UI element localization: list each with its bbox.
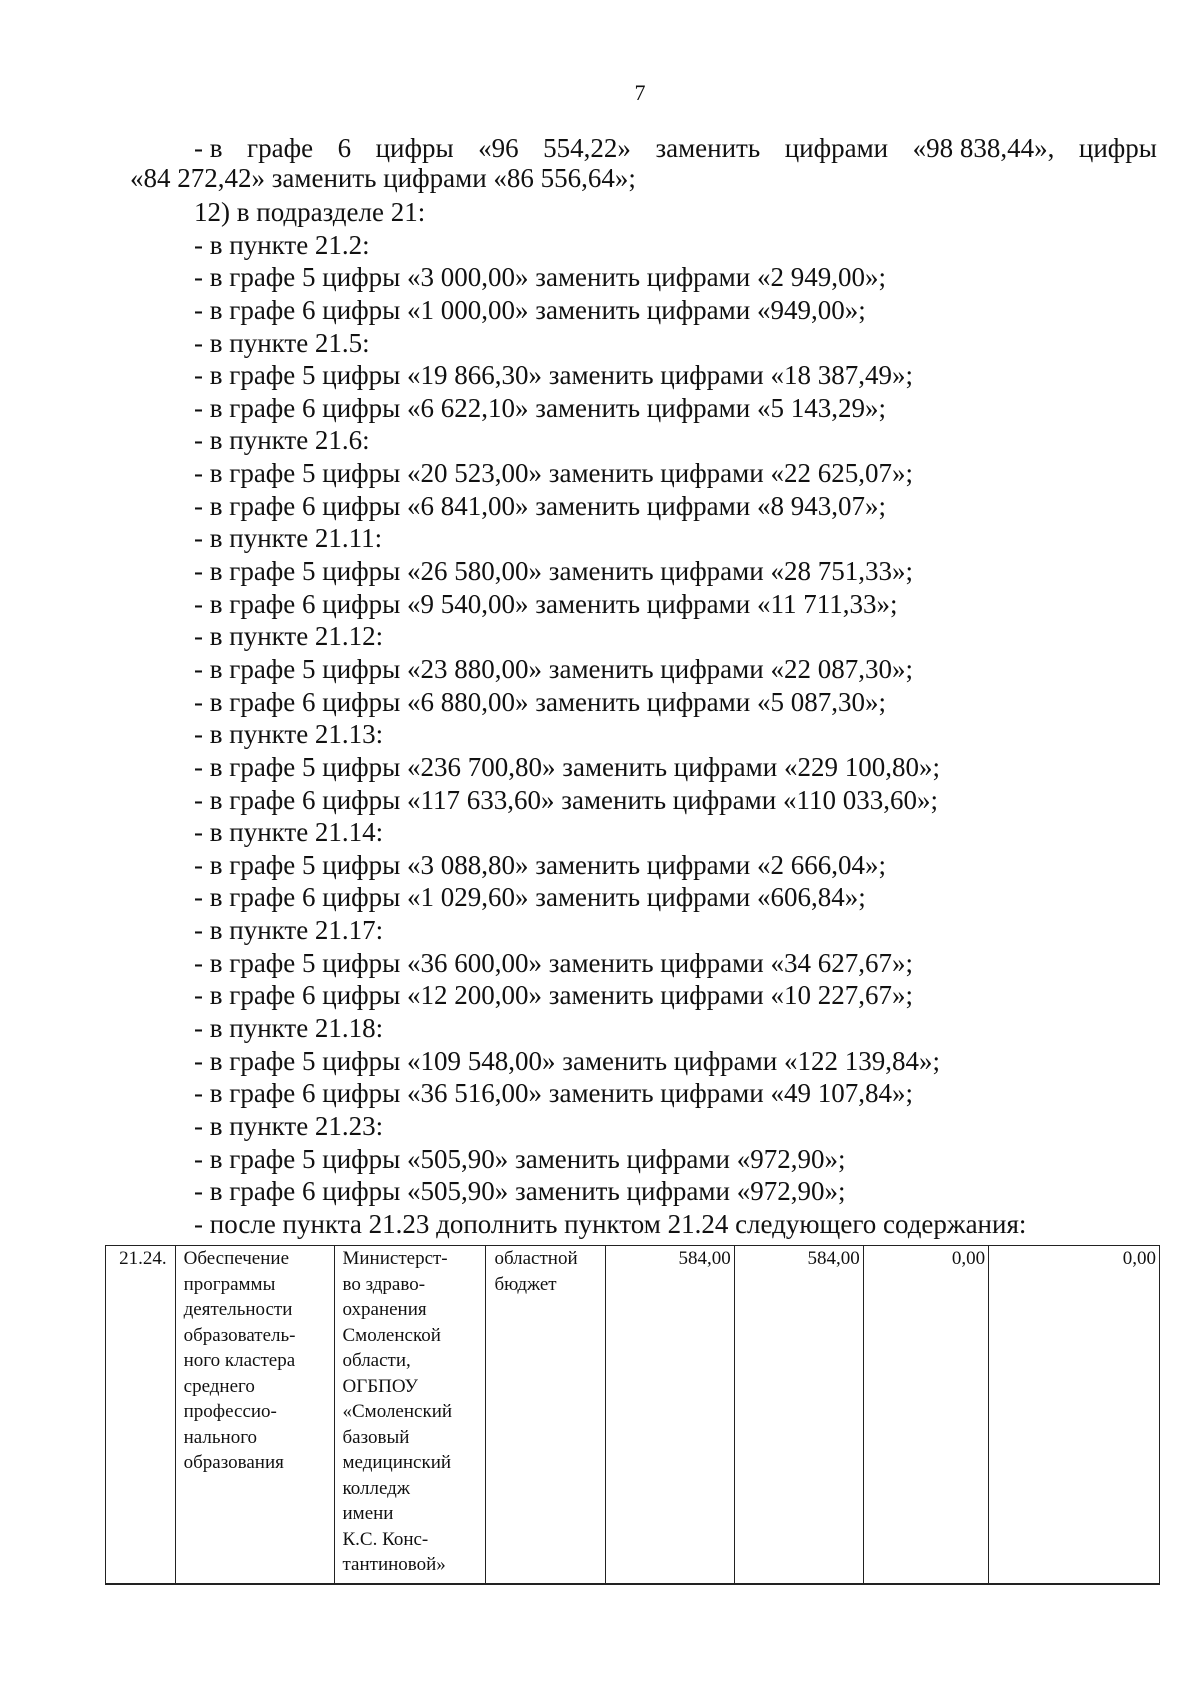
lead-line-2: «84 272,42» заменить цифрами «86 556,64»; <box>130 163 636 193</box>
lead-paragraph <box>130 133 1157 193</box>
table-row <box>106 1246 1160 1584</box>
amendment-line: - в графе 5 цифры «20 523,00» заменить цифрами «22 625,07»; <box>194 458 913 489</box>
cell-line: К.С. Конс- <box>342 1528 429 1550</box>
cell-line: ного кластера <box>183 1350 296 1371</box>
cell-line: «Смоленский <box>342 1401 453 1422</box>
cell-line: образователь- <box>183 1324 296 1346</box>
cell-line: Обеспечение <box>183 1248 290 1269</box>
lead-word: 6 <box>337 133 352 163</box>
amendment-line: - в пункте 21.17: <box>194 915 384 946</box>
lead-word: заменить <box>655 133 761 163</box>
amendment-line: - в графе 6 цифры «12 200,00» заменить цифрами «10 227,67»; <box>194 980 913 1011</box>
cell-line: деятельности <box>183 1299 293 1320</box>
cell-line: Министерст- <box>342 1248 448 1269</box>
lead-word: 554,22» <box>543 133 631 163</box>
amendment-line: - в графе 6 цифры «6 841,00» заменить цифрами «8 943,07»; <box>194 490 886 521</box>
lead-word: графе <box>247 133 314 163</box>
cell-line: во здраво- <box>342 1273 426 1295</box>
lead-word: цифры <box>375 133 454 163</box>
amendment-line: - в графе 5 цифры «3 000,00» заменить цифрами «2 949,00»; <box>194 262 886 293</box>
cell-line: среднего <box>183 1375 255 1397</box>
amendment-line: - в графе 6 цифры «9 540,00» заменить цифрами «11 711,33»; <box>194 588 898 619</box>
amendment-line: - в графе 5 цифры «23 880,00» заменить цифрами «22 087,30»; <box>194 653 913 684</box>
cell-line: охранения <box>342 1299 427 1320</box>
amendment-line: - в графе 5 цифры «109 548,00» заменить цифрами «122 139,84»; <box>194 1045 940 1076</box>
lead-word: «96 <box>478 133 519 163</box>
cell-year-1: 584,00 <box>734 1246 863 1584</box>
amendment-line: - в пункте 21.11: <box>194 523 383 554</box>
amendment-line: - в пункте 21.6: <box>194 425 370 456</box>
cell-item-number: 21.24. <box>106 1246 176 1584</box>
cell-line: базовый <box>342 1426 410 1448</box>
amendment-line: - в графе 6 цифры «117 633,60» заменить цифрами «110 033,60»; <box>194 784 938 815</box>
cell-funding-source <box>486 1246 605 1584</box>
amendment-list <box>194 196 1174 1241</box>
cell-line: нального <box>183 1426 258 1448</box>
amendment-line: - в графе 5 цифры «236 700,80» заменить цифрами «229 100,80»; <box>194 751 940 782</box>
cell-line: профессио- <box>183 1401 277 1422</box>
amendment-line: - в графе 6 цифры «36 516,00» заменить цифрами «49 107,84»; <box>194 1078 913 1109</box>
amendment-line: - в графе 6 цифры «1 029,60» заменить цифрами «606,84»; <box>194 882 866 913</box>
amendment-line: - в графе 6 цифры «1 000,00» заменить цифрами «949,00»; <box>194 294 866 325</box>
amendment-line: - в пункте 21.12: <box>194 621 384 652</box>
table-bottom-border <box>105 1583 1160 1585</box>
amendment-line: - в графе 5 цифры «26 580,00» заменить цифрами «28 751,33»; <box>194 556 913 587</box>
cell-line: ОГБПОУ <box>342 1375 418 1397</box>
cell-line: области, <box>342 1350 411 1371</box>
lead-line-1 <box>194 133 1157 163</box>
amendment-line: - в графе 6 цифры «505,90» заменить цифрами «972,90»; <box>194 1176 846 1207</box>
amendment-line: - в графе 5 цифры «19 866,30» заменить цифрами «18 387,49»; <box>194 360 913 391</box>
cell-line: медицинский <box>342 1452 452 1473</box>
cell-line: программы <box>183 1273 276 1295</box>
amendment-line: - в пункте 21.18: <box>194 1013 384 1044</box>
cell-year-3: 0,00 <box>989 1246 1160 1584</box>
amendment-line: - в пункте 21.2: <box>194 229 370 260</box>
cell-executor <box>334 1246 486 1584</box>
inserted-row-table <box>105 1245 1160 1584</box>
amendment-line: - в пункте 21.14: <box>194 817 384 848</box>
amendment-line: - в графе 6 цифры «6 880,00» заменить цифрами «5 087,30»; <box>194 686 886 717</box>
cell-line: тантиновой» <box>342 1554 446 1575</box>
amendment-line: - в пункте 21.13: <box>194 719 384 750</box>
amendment-line: 12) в подразделе 21: <box>194 197 426 227</box>
lead-word: - в <box>194 133 223 163</box>
lead-word: «98 838,44», <box>912 133 1055 163</box>
lead-word: цифрами <box>784 133 889 163</box>
amendment-line: - в графе 6 цифры «6 622,10» заменить цифрами «5 143,29»; <box>194 392 886 423</box>
cell-total: 584,00 <box>605 1246 734 1584</box>
cell-line: бюджет <box>494 1273 557 1295</box>
cell-year-2: 0,00 <box>863 1246 988 1584</box>
cell-name <box>175 1246 334 1584</box>
cell-line: Смоленской <box>342 1324 441 1346</box>
amendment-line: - в пункте 21.5: <box>194 327 370 358</box>
lead-word: цифры <box>1078 133 1157 163</box>
cell-line: областной <box>494 1248 578 1269</box>
cell-line: имени <box>342 1503 394 1524</box>
amendment-line: - в графе 5 цифры «36 600,00» заменить цифрами «34 627,67»; <box>194 947 913 978</box>
amendment-line: - после пункта 21.23 дополнить пунктом 21.24 следующего содержания: <box>194 1208 1027 1239</box>
page-number: 7 <box>634 80 646 105</box>
amendment-line: - в графе 5 цифры «3 088,80» заменить цифрами «2 666,04»; <box>194 849 886 880</box>
amendment-line: - в графе 5 цифры «505,90» заменить цифрами «972,90»; <box>194 1143 846 1174</box>
cell-line: колледж <box>342 1477 410 1499</box>
cell-line: образования <box>183 1452 284 1473</box>
amendment-line: - в пункте 21.23: <box>194 1110 384 1141</box>
